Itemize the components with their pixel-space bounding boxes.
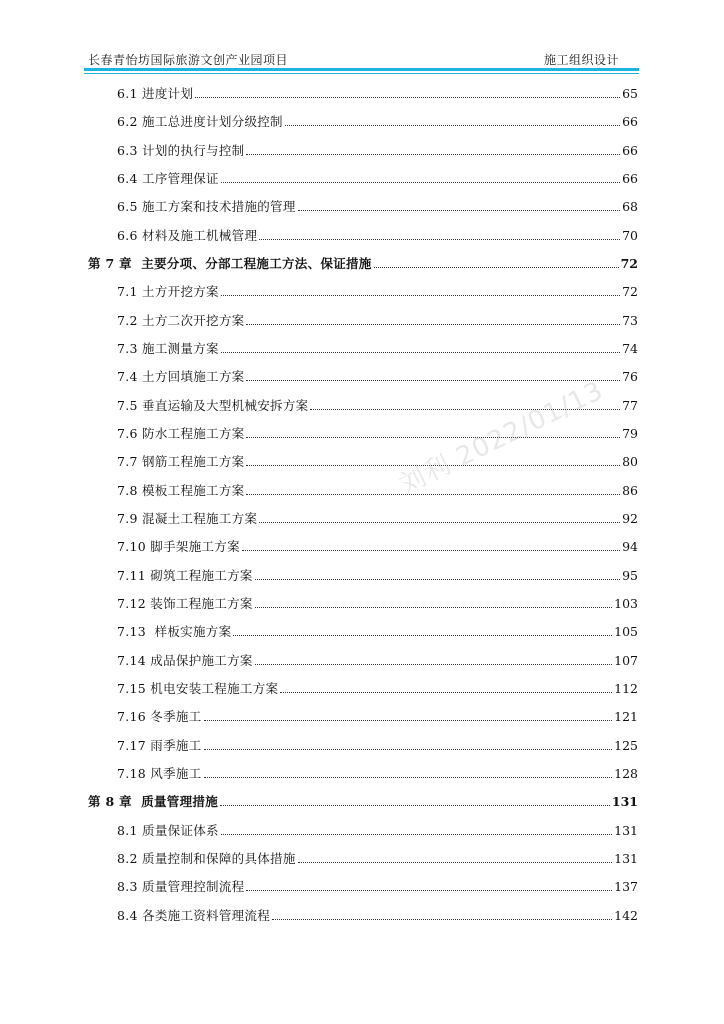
toc-entry-label: 8.3 质量管理控制流程 (117, 879, 245, 895)
toc-entry-label: 8.1 质量保证体系 (117, 822, 219, 838)
toc-section-entry[interactable] (117, 679, 638, 699)
toc-section-entry[interactable] (117, 141, 638, 161)
toc-dot-leader (255, 578, 620, 580)
toc-section-entry[interactable] (117, 452, 638, 472)
header-rule-thin (84, 73, 639, 74)
toc-entry-label: 7.17 雨季施工 (117, 737, 202, 753)
toc-section-entry[interactable] (117, 622, 638, 642)
toc-dot-leader (246, 464, 620, 466)
toc-entry-label: 第 8 章 质量管理措施 (88, 794, 219, 810)
toc-entry-label: 7.2 土方二次开挖方案 (117, 312, 245, 328)
project-title: 长春青怡坊国际旅游文创产业园项目 (88, 53, 289, 67)
toc-dot-leader (204, 719, 613, 721)
toc-dot-leader (298, 861, 612, 863)
toc-section-entry[interactable] (117, 169, 638, 189)
toc-entry-label: 6.1 进度计划 (117, 86, 194, 101)
toc-dot-leader (246, 493, 620, 495)
page-header (84, 51, 639, 69)
toc-dot-leader (221, 181, 620, 183)
header-rule-thick (84, 68, 639, 71)
toc-dot-leader (246, 889, 612, 891)
toc-entry-label: 7.6 防水工程施工方案 (117, 425, 245, 441)
toc-page-number: 79 (622, 425, 638, 441)
toc-dot-leader (246, 323, 620, 325)
toc-entry-label: 7.18 风季施工 (117, 765, 202, 781)
toc-section-entry[interactable] (117, 537, 638, 557)
toc-section-entry[interactable] (117, 226, 638, 246)
toc-entry-label: 6.2 施工总进度计划分级控制 (117, 114, 283, 130)
toc-entry-label: 7.12 装饰工程施工方案 (117, 595, 253, 611)
toc-page-number: 74 (622, 340, 638, 356)
toc-section-entry[interactable] (117, 594, 638, 614)
toc-page-number: 68 (622, 199, 638, 215)
toc-entry-label: 8.4 各类施工资料管理流程 (117, 907, 271, 923)
toc-dot-leader (280, 691, 612, 693)
toc-dot-leader (221, 351, 620, 353)
toc-dot-leader (255, 663, 612, 665)
toc-page-number: 66 (622, 142, 638, 158)
toc-page-number: 65 (622, 86, 638, 101)
toc-section-entry[interactable] (117, 651, 638, 671)
toc-section-entry[interactable] (117, 821, 638, 841)
toc-entry-label: 7.14 成品保护施工方案 (117, 652, 253, 668)
toc-page-number: 125 (614, 737, 638, 753)
toc-page-number: 131 (614, 822, 638, 838)
toc-page-number: 94 (622, 539, 638, 555)
toc-page-number: 86 (622, 482, 638, 498)
toc-section-entry[interactable] (117, 509, 638, 529)
toc-entry-label: 7.7 钢筋工程施工方案 (117, 454, 245, 470)
toc-section-entry[interactable] (117, 282, 638, 302)
toc-dot-leader (246, 379, 620, 381)
toc-section-entry[interactable] (117, 849, 638, 869)
toc-section-entry[interactable] (117, 481, 638, 501)
toc-page-number: 66 (622, 114, 638, 130)
toc-chapter-entry[interactable] (88, 792, 638, 812)
toc-entry-label: 7.16 冬季施工 (117, 709, 202, 725)
toc-page-number: 128 (614, 765, 638, 781)
toc-entry-label: 6.5 施工方案和技术措施的管理 (117, 199, 296, 215)
toc-page-number: 107 (614, 652, 638, 668)
toc-page-number: 103 (614, 595, 638, 611)
toc-entry-label: 6.4 工序管理保证 (117, 170, 219, 186)
toc-entry-label: 7.15 机电安装工程施工方案 (117, 680, 279, 696)
toc-dot-leader (259, 521, 620, 523)
toc-dot-leader (374, 266, 619, 268)
toc-section-entry[interactable] (117, 112, 638, 132)
toc-dot-leader (246, 436, 620, 438)
toc-dot-leader (220, 804, 610, 806)
toc-dot-leader (310, 408, 620, 410)
toc-page-number: 72 (620, 255, 638, 271)
toc-dot-leader (272, 918, 612, 920)
toc-section-entry[interactable] (117, 339, 638, 359)
toc-entry-label: 7.1 土方开挖方案 (117, 284, 219, 300)
toc-dot-leader (285, 124, 620, 126)
toc-entry-label: 7.9 混凝土工程施工方案 (117, 510, 258, 526)
toc-dot-leader (204, 748, 613, 750)
toc-dot-leader (195, 96, 620, 98)
toc-dot-leader (259, 238, 620, 240)
toc-entry-label: 7.11 砌筑工程施工方案 (117, 567, 253, 583)
toc-dot-leader (246, 153, 620, 155)
toc-entry-label: 6.6 材料及施工机械管理 (117, 227, 258, 243)
toc-section-entry[interactable] (117, 396, 638, 416)
toc-dot-leader (221, 833, 612, 835)
toc-page-number: 92 (622, 510, 638, 526)
toc-page-number: 66 (622, 170, 638, 186)
toc-section-entry[interactable] (117, 84, 638, 104)
toc-section-entry[interactable] (117, 877, 638, 897)
watermark: 刘利 2022/01/13 (394, 375, 609, 501)
document-title: 施工组织设计 (543, 53, 619, 67)
toc-page-number: 112 (614, 680, 638, 696)
toc-entry-label: 7.3 施工测量方案 (117, 340, 219, 356)
toc-page-number: 73 (622, 312, 638, 328)
toc-page-number: 80 (622, 454, 638, 470)
toc-entry-label: 7.8 模板工程施工方案 (117, 482, 245, 498)
toc-section-entry[interactable] (117, 707, 638, 727)
toc-dot-leader (233, 634, 612, 636)
toc-page-number: 131 (611, 794, 638, 810)
toc-entry-label: 7.10 脚手架施工方案 (117, 539, 240, 555)
toc-page-number: 131 (614, 850, 638, 866)
toc-entry-label: 第 7 章 主要分项、分部工程施工方法、保证措施 (88, 255, 372, 271)
toc-dot-leader (255, 606, 612, 608)
toc-page-number: 95 (622, 567, 638, 583)
toc-dot-leader (242, 549, 620, 551)
toc-entry-label: 7.13 样板实施方案 (117, 624, 232, 640)
toc-entry-label: 8.2 质量控制和保障的具体措施 (117, 850, 296, 866)
toc-entry-label: 6.3 计划的执行与控制 (117, 142, 245, 158)
toc-entry-label: 7.4 土方回填施工方案 (117, 369, 245, 385)
toc-section-entry[interactable] (117, 197, 638, 217)
toc-page-number: 137 (614, 879, 638, 895)
toc-dot-leader (221, 294, 620, 296)
toc-page-number: 105 (614, 624, 638, 640)
toc-section-entry[interactable] (117, 566, 638, 586)
toc-page-number: 72 (622, 284, 638, 300)
toc-entry-label: 7.5 垂直运输及大型机械安拆方案 (117, 397, 309, 413)
toc-section-entry[interactable] (117, 906, 638, 926)
toc-section-entry[interactable] (117, 764, 638, 784)
toc-section-entry[interactable] (117, 311, 638, 331)
toc-section-entry[interactable] (117, 424, 638, 444)
toc-section-entry[interactable] (117, 367, 638, 387)
toc-section-entry[interactable] (117, 736, 638, 756)
toc-page-number: 70 (622, 227, 638, 243)
toc-page-number: 121 (614, 709, 638, 725)
toc-dot-leader (298, 209, 620, 211)
toc-page-number: 77 (622, 397, 638, 413)
toc-chapter-entry[interactable] (88, 254, 638, 274)
toc-page-number: 76 (622, 369, 638, 385)
toc-dot-leader (204, 776, 613, 778)
toc-page-number: 142 (614, 907, 638, 923)
